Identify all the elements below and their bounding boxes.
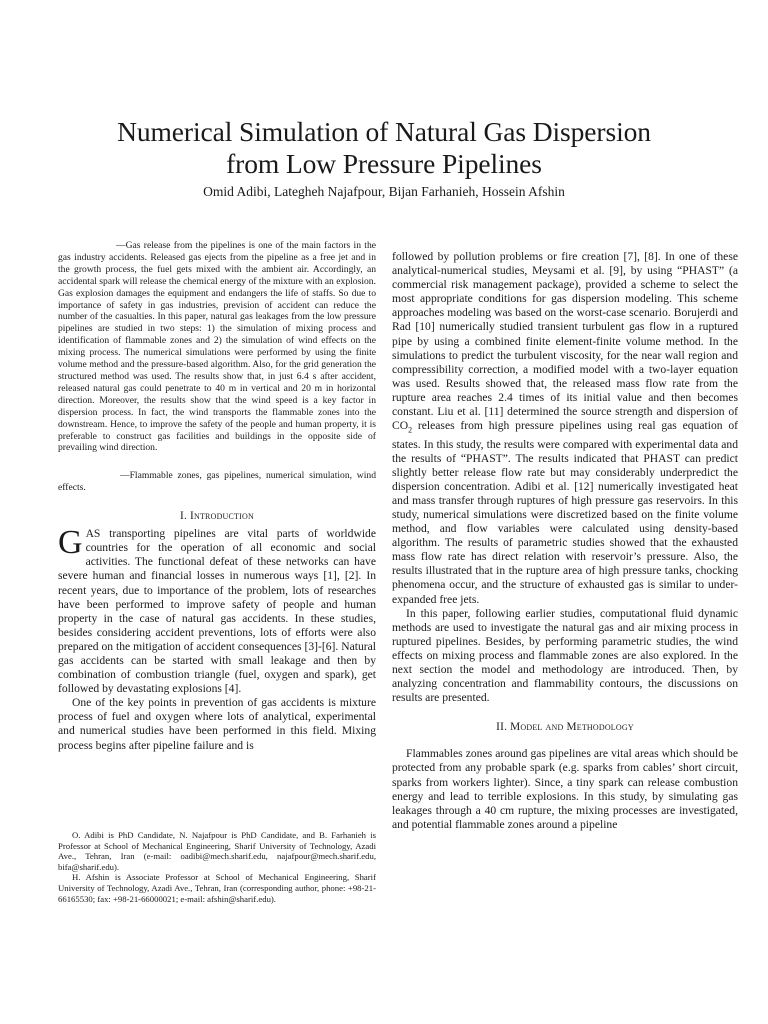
right-paragraph-2: In this paper, following earlier studies, computational fluid dynamic methods are used to investigate the natural gas and air mixing process in ruptured pipelines. Besides, by performing parametric studies, the wind effects on mixing process and flammable zones are also explored. In the next section the model and methodology are introduced. Then, by analyzing concentration and flammability contours, the discussions on results are presented. [392, 606, 738, 705]
section-heading-model-methodology: II. Model and Methodology [496, 721, 634, 734]
right-paragraph-3: Flammables zones around gas pipelines are vital areas which should be protected from any probable spark (e.g. sparks from cables’ short circuit, sparks from workers lighter). Since, a tiny spark can release combustion energy and lead to terrible explosions. In this study, by simulating gas leakages through a 40 cm rupture, the mixing processes are investigated, and potential flammable zones around a pipeline [392, 747, 738, 831]
author-list: Omid Adibi, Lategheh Najafpour, Bijan Farhanieh, Hossein Afshin [203, 184, 565, 199]
author-footnotes [58, 830, 376, 904]
drop-cap-letter: G [58, 524, 83, 562]
right-paragraph-1-text-b: releases from high pressure pipelines using real gas equation of states. In this study, the results were compared with experimental data and the results of “PHAST”. The results indicated that PHAST can predict slightly better release flow rate but may considerably underpredict the dispersion concentration. Adibi et al. [12] numerically investigated heat and mass transfer through ruptures of high pressure gas reservoirs. In this study, numerical simulations were discretized based on the finite volume method, and flow variables were calculated using density-based algorithm. The results of parametric studies showed that the exhausted mass flow rate has direct relation with reservoir’s pressure. Also, the results illustrated that in the rupture area of high pressure tanks, chocking phenomena occur, and the structure of exhausted gas is similar to under-expanded free jets. [392, 419, 738, 606]
keywords-text: —Flammable zones, gas pipelines, numerical simulation, wind effects. [58, 470, 376, 494]
footnote-affiliation-2: H. Afshin is Associate Professor at School of Mechanical Engineering, Sharif University of Technology, Azadi Ave., Tehran, Iran (corresponding author, phone: +98-21-66165530; fax: +98-21-66000021; e-mail: afshin@sharif.edu). [58, 872, 376, 904]
intro-paragraph-2: One of the key points in prevention of gas accidents is mixture process of fuel and oxygen where lots of analytical, experimental and numerical studies have been performed in this field. Mixing process begins after pipeline failure and is [58, 696, 376, 752]
title-line-2: from Low Pressure Pipelines [226, 148, 542, 179]
co2-subscript: 2 [408, 425, 413, 435]
paper-title [40, 116, 728, 180]
intro-paragraph-1 [58, 524, 376, 696]
intro-paragraph-1-text: AS transporting pipelines are vital parts of worldwide countries for the operation of all economic and social activities. The functional defeat of these networks can have severe human and financial losses in numerous ways [1], [2]. In recent years, due to importance of the problem, lots of researches have been performed to improve safety of people and human property in the case of natural gas accidents. In these studies, besides considering accident preventions, lots of efforts were also prepared on the mitigation of accident consequences [3]-[6]. Natural gas accidents can be started with small leakage and then by combination of combustion triangle (fuel, oxygen and spark), get followed by devastating explosions [4]. [58, 527, 376, 696]
abstract-text: —Gas release from the pipelines is one of the main factors in the gas industry accidents. Released gas ejects from the pipeline as a free jet and in the growth process, the fuel gets mixed with the ambient air. Accordingly, an accidental spark will release the chemical energy of the mixture with an explosion. Gas explosion damages the equipment and endangers the life of staffs. So due to importance of safety in gas industries, prevision of accident can reduce the number of the casualties. In this paper, natural gas leakages from the low pressure pipelines are studied in two steps: 1) the simulation of mixing process and identification of flammable zones and 2) the simulation of wind effects on the mixing process. The numerical simulations were performed by using the finite volume method and the pressure-based algorithm. Also, for the grid generation the structured method was used. The results show that, in just 6.4 s after accident, released natural gas could penetrate to 40 m in vertical and 20 m in horizontal direction. Moreover, the results show that the wind speed is a key factor in dispersion process. In fact, the wind transports the flammable zones into the downstream. Hence, to improve the safety of the people and human property, it is preferable to construct gas facilities and buildings in the opposite side of prevailing wind direction. [58, 240, 376, 454]
right-paragraph-1 [392, 250, 738, 607]
title-line-1: Numerical Simulation of Natural Gas Dispersion [117, 116, 651, 147]
footnote-affiliation-1: O. Adibi is PhD Candidate, N. Najafpour is PhD Candidate, and B. Farhanieh is Professor at School of Mechanical Engineering, Sharif University of Technology, Azadi Ave., Tehran, Iran (e-mail: oadibi@mech.sharif.edu, najafpour@mech.sharif.edu, bifa@sharif.edu). [58, 830, 376, 872]
right-paragraph-1-text-a: followed by pollution problems or fire creation [7], [8]. In one of these analytical-numerical studies, Meysami et al. [9], by using “PHAST” (a commercial risk management package), provided a scheme to select the most appropriate conditions for gas dispersion modeling. This scheme approaches modeling was based on the worst-case scenario. Borujerdi and Rad [10] numerically studied transient turbulent gas flow in a ruptured pipe by using a combined finite element-finite volume method. In the simulations to predict the turbulent viscosity, for the near wall region and compressibility correction, a modified model with a two-layer equation was used. Results showed that, the released mass flow rate from the rupture area reaches 2.4 times of its initial value and then becomes constant. Liu et al. [11] determined the source strength and dispersion of CO [392, 250, 738, 433]
right-column [392, 250, 738, 832]
section-heading-introduction: I. Introduction [180, 510, 254, 523]
left-column [58, 240, 376, 753]
